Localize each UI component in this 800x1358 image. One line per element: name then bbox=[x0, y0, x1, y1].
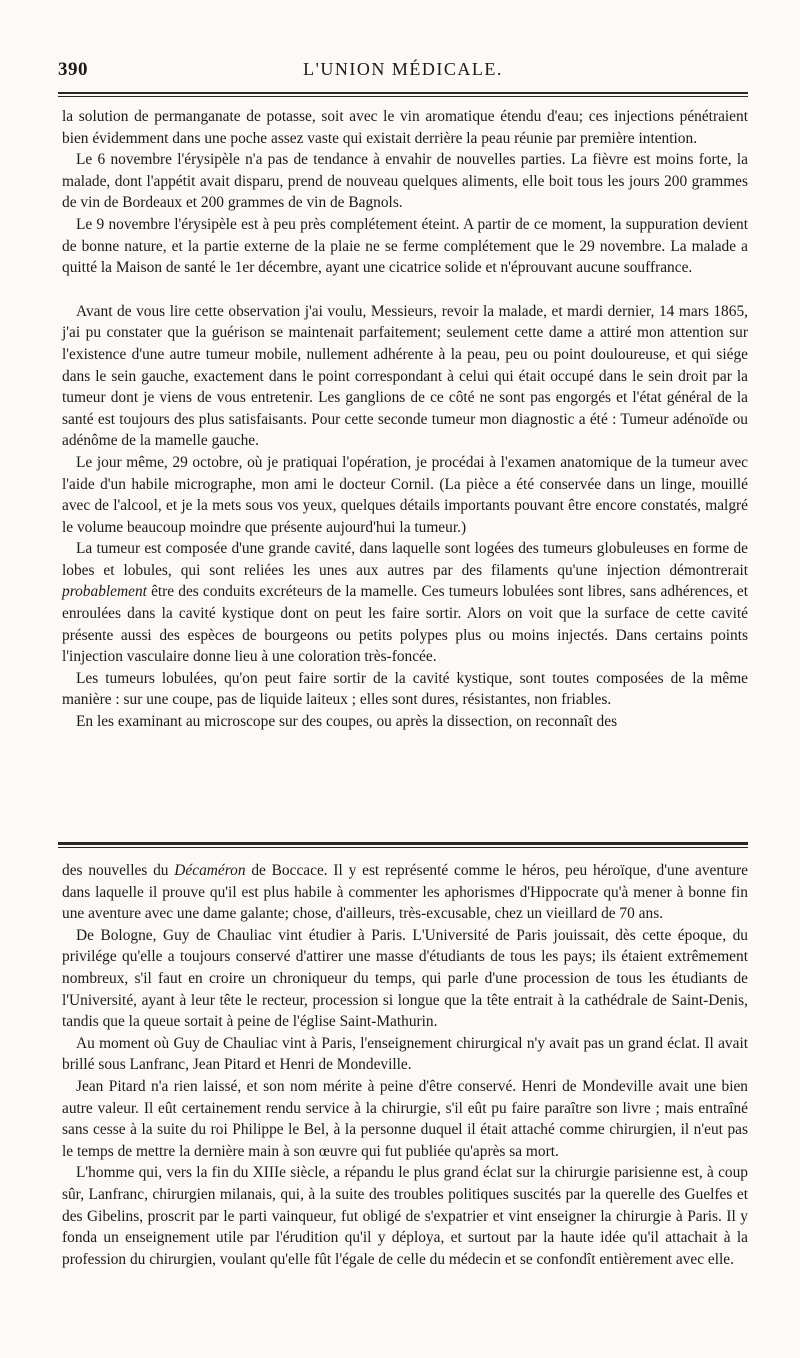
italic-word: probablement bbox=[62, 583, 147, 601]
paragraph: Avant de vous lire cette observation j'ai voulu, Messieurs, revoir la malade, et mardi dernier, 14 mars 1865, j'ai pu constater que la guérison se maintenait parfaitement; seulement cette dame a attiré mon attention sur l'existence d'une autre tumeur mobile, nullement adhérente à la peau, peu ou point douloureuse, et qui siége dans le sein gauche, exactement dans le point correspondant à celui qui était occupé dans le sein droit par la tumeur dont je viens de vous entretenir. Les ganglions de ce côté ne sont pas engorgés et l'état général de la santé est toujours des plus satisfaisants. Pour cette seconde tumeur mon diagnostic a été : Tumeur adénoïde ou adénôme de la mamelle gauche. bbox=[62, 302, 748, 450]
feuilleton-separator bbox=[58, 842, 748, 845]
paragraph: Jean Pitard n'a rien laissé, et son nom mérite à peine d'être conservé. Henri de Mondeville avait une bien autre valeur. Il eût certainement rendu service à la chirurgie, s'il eût pu faire paraître son livre ; mais entraîné sans cesse à la suite du roi Philippe le Bel, à la personne duquel il était attaché comme chirurgien, il n'eut pas le temps de mettre la dernière main à son œuvre qui fut publiée qu'après sa mort. bbox=[62, 1077, 748, 1160]
paragraph: Le 6 novembre l'érysipèle n'a pas de tendance à envahir de nouvelles parties. La fièvre est moins forte, la malade, dont l'appétit avait disparu, prend de nouveau quelques aliments, elle boit tous les jours 200 grammes de vin de Bordeaux et 200 grammes de vin de Bagnols. bbox=[62, 151, 748, 212]
header-rule-thin bbox=[58, 96, 748, 97]
text-run: être des conduits excréteurs de la mamelle. Ces tumeurs lobulées sont libres, sans adhérences, et enroulées dans la cavité kystique dont on peut les faire sortir. Alors on voit que la surface de cette cavité présente aussi des espèces de bourgeons ou petits polypes plus ou moins injectés. Dans certains points l'injection vasculaire donne lieu à une coloration très-foncée. bbox=[62, 583, 748, 666]
feuilleton-section bbox=[62, 860, 748, 1270]
page-number: 390 bbox=[58, 59, 88, 80]
text-run: de Boccace. Il y est représenté comme le héros, peu héroïque, d'une aventure dans laquelle il prouve qu'il est plus habile à commenter les aphorismes d'Hippocrate qu'à mener à bonne fin une aventure avec une dame galante; chose, d'ailleurs, très-excusable, chez un vieillard de 70 ans. bbox=[62, 862, 748, 923]
paragraph: Les tumeurs lobulées, qu'on peut faire sortir de la cavité kystique, sont toutes composées de la même manière : sur une coupe, pas de liquide laiteux ; elles sont dures, résistantes, non friables. bbox=[62, 669, 748, 709]
paragraph bbox=[62, 860, 748, 925]
paragraph: Le jour même, 29 octobre, où je pratiquai l'opération, je procédai à l'examen anatomique de la tumeur avec l'aide d'un habile micrographe, mon ami le docteur Cornil. (La pièce a été conservée dans un linge, mouillé avec de l'alcool, et je la mets sous vos yeux, quelques détails importants pouvant être encore constatés, malgré le volume beaucoup moindre que présente aujourd'hui la tumeur.) bbox=[62, 453, 748, 536]
paragraph: De Bologne, Guy de Chauliac vint étudier à Paris. L'Université de Paris jouissait, dès cette époque, du privilége qu'elle a toujours conservé d'attirer une masse d'étudiants de tous les pays; ils étaient extrêmement nombreux, s'il faut en croire un chroniqueur du temps, qui parle d'une procession de tous les étudiants de l'Université, ayant à leur tête le recteur, procession si longue que la tête entrait à la cathédrale de Saint-Denis, tandis que la queue sortait à peine de l'église Saint-Mathurin. bbox=[62, 926, 748, 1031]
header-rule bbox=[58, 92, 748, 94]
running-title: L'UNION MÉDICALE. bbox=[303, 59, 503, 79]
text-run: La tumeur est composée d'une grande cavité, dans laquelle sont logées des tumeurs globuleuses en forme de lobes et lobules, qui sont reliées les unes aux autres par des filaments qu'une injection démontrerait bbox=[62, 540, 748, 579]
italic-title: Décaméron bbox=[174, 862, 246, 879]
text-run: des nouvelles du bbox=[62, 862, 175, 879]
paragraph: la solution de permanganate de potasse, soit avec le vin aromatique étendu d'eau; ces injections pénétraient bien évidemment dans une poche assez vaste qui existait derrière la peau réunie par première intention. bbox=[62, 108, 748, 147]
page-header bbox=[58, 55, 748, 85]
main-article bbox=[62, 106, 748, 733]
paragraph: En les examinant au microscope sur des coupes, ou après la dissection, on reconnaît des bbox=[76, 713, 618, 731]
paragraph: Le 9 novembre l'érysipèle est à peu près complétement éteint. A partir de ce moment, la suppuration devient de bonne nature, et la partie externe de la plaie ne se ferme complétement que le 29 novembre. La malade a quitté la Maison de santé le 1er décembre, ayant une cicatrice solide et n'éprouvant aucune souffrance. bbox=[62, 215, 748, 277]
paragraph: L'homme qui, vers la fin du XIIIe siècle, a répandu le plus grand éclat sur la chirurgie parisienne est, à coup sûr, Lanfranc, chirurgien milanais, qui, à la suite des troubles politiques suscités par la querelle des Guelfes et des Gibelins, proscrit par le parti vainqueur, fut obligé de s'expatrier et vint enseigner la chirurgie à Paris. Il y fonda un enseignement utile par l'érudition qu'il y déploya, et surtout par la haute idée qu'il attachait à la profession du chirurgien, voulant qu'elle fût l'égale de celle du médecin et se confondît entièrement avec elle. bbox=[62, 1164, 748, 1268]
paragraph bbox=[62, 538, 748, 668]
feuilleton-separator-thin bbox=[58, 847, 748, 848]
paragraph: Au moment où Guy de Chauliac vint à Paris, l'enseignement chirurgical n'y avait pas un grand éclat. Il avait brillé sous Lanfranc, Jean Pitard et Henri de Mondeville. bbox=[62, 1034, 748, 1074]
